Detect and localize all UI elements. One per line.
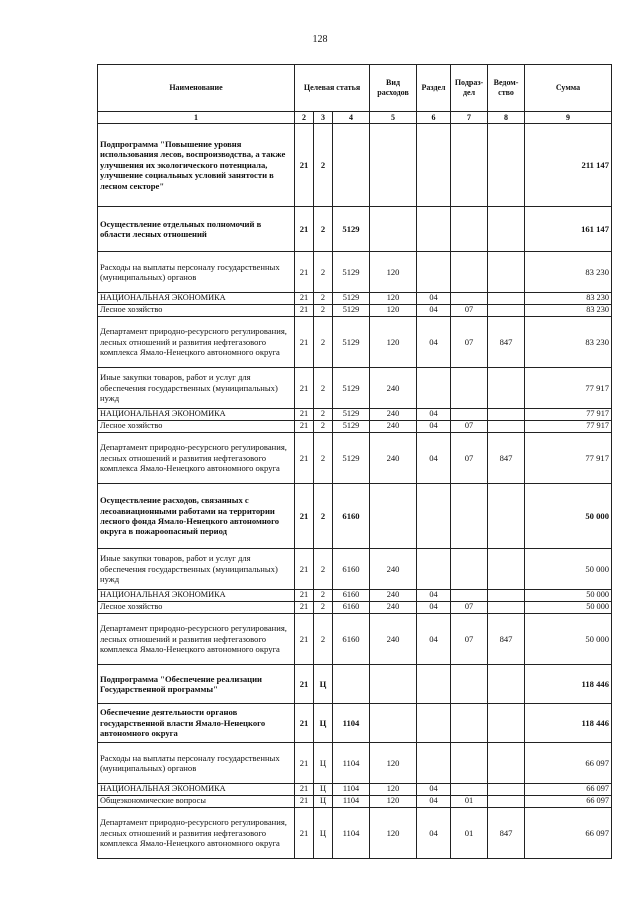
table-row — [98, 293, 612, 305]
target-subprogram: Ц — [314, 704, 333, 743]
target-program: 21 — [295, 124, 314, 207]
target-program: 21 — [295, 484, 314, 549]
budget-table — [97, 64, 612, 859]
row-name: НАЦИОНАЛЬНАЯ ЭКОНОМИКА — [98, 784, 295, 796]
target-subprogram: 2 — [314, 317, 333, 368]
target-subprogram: 2 — [314, 409, 333, 421]
target-program: 21 — [295, 614, 314, 665]
target-subprogram: 2 — [314, 614, 333, 665]
target-program: 21 — [295, 808, 314, 859]
expense-type: 240 — [370, 614, 417, 665]
target-program: 21 — [295, 409, 314, 421]
section: 04 — [417, 602, 451, 614]
section — [417, 549, 451, 590]
subsection — [451, 252, 488, 293]
table-row — [98, 252, 612, 293]
column-number: 3 — [314, 112, 333, 124]
amount: 50 000 — [525, 484, 612, 549]
target-subprogram: 2 — [314, 252, 333, 293]
target-code: 5129 — [333, 207, 370, 252]
column-number: 2 — [295, 112, 314, 124]
amount: 50 000 — [525, 602, 612, 614]
target-subprogram: Ц — [314, 784, 333, 796]
target-program: 21 — [295, 704, 314, 743]
column-number: 6 — [417, 112, 451, 124]
section: 04 — [417, 317, 451, 368]
section: 04 — [417, 293, 451, 305]
target-code: 6160 — [333, 549, 370, 590]
row-name: Иные закупки товаров, работ и услуг для обеспечения государственных (муниципальных) нужд — [98, 368, 295, 409]
section: 04 — [417, 409, 451, 421]
target-subprogram: 2 — [314, 433, 333, 484]
expense-type: 240 — [370, 433, 417, 484]
table-row — [98, 409, 612, 421]
expense-type: 240 — [370, 421, 417, 433]
subsection — [451, 207, 488, 252]
subsection: 01 — [451, 808, 488, 859]
target-subprogram: 2 — [314, 368, 333, 409]
expense-type: 240 — [370, 368, 417, 409]
page-number: 128 — [312, 34, 328, 45]
row-name: Департамент природно-ресурсного регулирования, лесных отношений и развития нефтегазового комплекса Ямало-Ненецкого автономного округа — [98, 317, 295, 368]
target-program: 21 — [295, 433, 314, 484]
section: 04 — [417, 796, 451, 808]
table-row — [98, 743, 612, 784]
header-expense-type: Вид расходов — [370, 65, 417, 112]
target-subprogram: 2 — [314, 590, 333, 602]
row-name: Осуществление отдельных полномочий в области лесных отношений — [98, 207, 295, 252]
target-code: 6160 — [333, 484, 370, 549]
section: 04 — [417, 590, 451, 602]
target-program: 21 — [295, 305, 314, 317]
row-name: Иные закупки товаров, работ и услуг для обеспечения государственных (муниципальных) нужд — [98, 549, 295, 590]
amount: 66 097 — [525, 743, 612, 784]
table-row — [98, 549, 612, 590]
table-row — [98, 704, 612, 743]
row-name: Лесное хозяйство — [98, 421, 295, 433]
section: 04 — [417, 421, 451, 433]
amount: 83 230 — [525, 305, 612, 317]
row-name: Обеспечение деятельности органов государственной власти Ямало-Ненецкого автономного округа — [98, 704, 295, 743]
expense-type: 120 — [370, 252, 417, 293]
table-row — [98, 124, 612, 207]
target-code: 5129 — [333, 433, 370, 484]
target-subprogram: 2 — [314, 305, 333, 317]
target-code: 1104 — [333, 808, 370, 859]
target-program: 21 — [295, 796, 314, 808]
amount: 83 230 — [525, 252, 612, 293]
target-program: 21 — [295, 421, 314, 433]
section: 04 — [417, 433, 451, 484]
amount: 66 097 — [525, 796, 612, 808]
header-amount: Сумма — [525, 65, 612, 112]
amount: 77 917 — [525, 409, 612, 421]
department — [488, 368, 525, 409]
section: 04 — [417, 614, 451, 665]
target-program: 21 — [295, 784, 314, 796]
subsection: 01 — [451, 796, 488, 808]
subsection — [451, 409, 488, 421]
target-program: 21 — [295, 207, 314, 252]
table-row — [98, 590, 612, 602]
column-number: 5 — [370, 112, 417, 124]
row-name: Департамент природно-ресурсного регулирования, лесных отношений и развития нефтегазового комплекса Ямало-Ненецкого автономного округа — [98, 808, 295, 859]
header-subsection: Подраз-дел — [451, 65, 488, 112]
department — [488, 796, 525, 808]
subsection: 07 — [451, 614, 488, 665]
row-name: НАЦИОНАЛЬНАЯ ЭКОНОМИКА — [98, 409, 295, 421]
expense-type — [370, 665, 417, 704]
amount: 161 147 — [525, 207, 612, 252]
table-row — [98, 317, 612, 368]
department — [488, 293, 525, 305]
table-row — [98, 433, 612, 484]
expense-type: 120 — [370, 743, 417, 784]
department — [488, 305, 525, 317]
section — [417, 484, 451, 549]
department — [488, 252, 525, 293]
target-program: 21 — [295, 743, 314, 784]
expense-type: 120 — [370, 293, 417, 305]
expense-type — [370, 124, 417, 207]
department — [488, 784, 525, 796]
target-code: 1104 — [333, 784, 370, 796]
subsection — [451, 368, 488, 409]
target-code: 5129 — [333, 368, 370, 409]
department: 847 — [488, 614, 525, 665]
subsection — [451, 293, 488, 305]
header-section: Раздел — [417, 65, 451, 112]
subsection — [451, 484, 488, 549]
target-subprogram: 2 — [314, 293, 333, 305]
expense-type — [370, 207, 417, 252]
column-number: 9 — [525, 112, 612, 124]
target-code: 6160 — [333, 590, 370, 602]
table-row — [98, 305, 612, 317]
row-name: Общеэкономические вопросы — [98, 796, 295, 808]
row-name: Расходы на выплаты персоналу государственных (муниципальных) органов — [98, 252, 295, 293]
subsection: 07 — [451, 317, 488, 368]
section: 04 — [417, 808, 451, 859]
target-code: 1104 — [333, 743, 370, 784]
amount: 118 446 — [525, 704, 612, 743]
subsection: 07 — [451, 421, 488, 433]
row-name: Департамент природно-ресурсного регулирования, лесных отношений и развития нефтегазового комплекса Ямало-Ненецкого автономного округа — [98, 614, 295, 665]
subsection: 07 — [451, 433, 488, 484]
row-name: Лесное хозяйство — [98, 305, 295, 317]
target-code: 5129 — [333, 317, 370, 368]
column-number: 7 — [451, 112, 488, 124]
expense-type: 120 — [370, 808, 417, 859]
department — [488, 549, 525, 590]
target-subprogram: 2 — [314, 207, 333, 252]
expense-type: 240 — [370, 549, 417, 590]
amount: 77 917 — [525, 433, 612, 484]
department — [488, 590, 525, 602]
target-program: 21 — [295, 252, 314, 293]
header-department: Ведом-ство — [488, 65, 525, 112]
target-subprogram: 2 — [314, 124, 333, 207]
target-code — [333, 124, 370, 207]
amount: 50 000 — [525, 549, 612, 590]
department — [488, 665, 525, 704]
section: 04 — [417, 784, 451, 796]
subsection — [451, 784, 488, 796]
target-subprogram: Ц — [314, 808, 333, 859]
target-code: 5129 — [333, 293, 370, 305]
header-name: Наименование — [98, 65, 295, 112]
header-row — [98, 65, 612, 112]
target-subprogram: 2 — [314, 421, 333, 433]
section — [417, 252, 451, 293]
department: 847 — [488, 433, 525, 484]
column-number-row — [98, 112, 612, 124]
expense-type: 240 — [370, 409, 417, 421]
target-program: 21 — [295, 665, 314, 704]
target-code: 1104 — [333, 704, 370, 743]
row-name: Осуществление расходов, связанных с лесоавиационными работами на территории лесного фонда Ямало-Ненецкого автономного округа в пожароопасный период — [98, 484, 295, 549]
target-subprogram: Ц — [314, 743, 333, 784]
target-code: 6160 — [333, 602, 370, 614]
row-name: Подпрограмма "Обеспечение реализации Государственной программы" — [98, 665, 295, 704]
subsection — [451, 549, 488, 590]
table-row — [98, 207, 612, 252]
amount: 50 000 — [525, 614, 612, 665]
expense-type: 240 — [370, 590, 417, 602]
target-program: 21 — [295, 590, 314, 602]
section — [417, 124, 451, 207]
department — [488, 207, 525, 252]
department — [488, 743, 525, 784]
table-row — [98, 421, 612, 433]
row-name: НАЦИОНАЛЬНАЯ ЭКОНОМИКА — [98, 293, 295, 305]
target-subprogram: 2 — [314, 484, 333, 549]
column-number: 4 — [333, 112, 370, 124]
target-subprogram: Ц — [314, 665, 333, 704]
section — [417, 665, 451, 704]
row-name: Департамент природно-ресурсного регулирования, лесных отношений и развития нефтегазового комплекса Ямало-Ненецкого автономного округа — [98, 433, 295, 484]
table-row — [98, 368, 612, 409]
table-row — [98, 602, 612, 614]
target-program: 21 — [295, 293, 314, 305]
table-row — [98, 784, 612, 796]
section — [417, 207, 451, 252]
subsection — [451, 743, 488, 784]
subsection: 07 — [451, 602, 488, 614]
department — [488, 421, 525, 433]
target-code: 5129 — [333, 252, 370, 293]
expense-type — [370, 704, 417, 743]
amount: 66 097 — [525, 808, 612, 859]
amount: 77 917 — [525, 368, 612, 409]
subsection — [451, 665, 488, 704]
row-name: Расходы на выплаты персоналу государственных (муниципальных) органов — [98, 743, 295, 784]
section — [417, 368, 451, 409]
department — [488, 704, 525, 743]
row-name: Лесное хозяйство — [98, 602, 295, 614]
expense-type: 120 — [370, 317, 417, 368]
expense-type: 240 — [370, 602, 417, 614]
table-row — [98, 796, 612, 808]
target-code: 1104 — [333, 796, 370, 808]
target-program: 21 — [295, 317, 314, 368]
target-subprogram: Ц — [314, 796, 333, 808]
department — [488, 124, 525, 207]
expense-type: 120 — [370, 784, 417, 796]
expense-type: 120 — [370, 305, 417, 317]
department — [488, 484, 525, 549]
department — [488, 602, 525, 614]
target-code: 5129 — [333, 409, 370, 421]
target-subprogram: 2 — [314, 602, 333, 614]
target-code: 6160 — [333, 614, 370, 665]
amount: 77 917 — [525, 421, 612, 433]
subsection — [451, 590, 488, 602]
amount: 50 000 — [525, 590, 612, 602]
subsection — [451, 704, 488, 743]
table-body — [98, 124, 612, 859]
column-number: 8 — [488, 112, 525, 124]
target-code: 5129 — [333, 421, 370, 433]
table-row — [98, 614, 612, 665]
subsection — [451, 124, 488, 207]
target-code: 5129 — [333, 305, 370, 317]
department: 847 — [488, 808, 525, 859]
target-code — [333, 665, 370, 704]
column-number: 1 — [98, 112, 295, 124]
section — [417, 704, 451, 743]
target-program: 21 — [295, 602, 314, 614]
target-subprogram: 2 — [314, 549, 333, 590]
table-row — [98, 665, 612, 704]
row-name: НАЦИОНАЛЬНАЯ ЭКОНОМИКА — [98, 590, 295, 602]
header-target: Целевая статья — [295, 65, 370, 112]
expense-type: 120 — [370, 796, 417, 808]
table-row — [98, 484, 612, 549]
department — [488, 409, 525, 421]
section — [417, 743, 451, 784]
amount: 211 147 — [525, 124, 612, 207]
amount: 83 230 — [525, 293, 612, 305]
target-program: 21 — [295, 368, 314, 409]
expense-type — [370, 484, 417, 549]
amount: 118 446 — [525, 665, 612, 704]
target-program: 21 — [295, 549, 314, 590]
amount: 66 097 — [525, 784, 612, 796]
row-name: Подпрограмма "Повышение уровня использования лесов, воспроизводства, а также улучшения их экологического потенциала, улучшение социальных условий занятости в лесном секторе" — [98, 124, 295, 207]
amount: 83 230 — [525, 317, 612, 368]
section: 04 — [417, 305, 451, 317]
department: 847 — [488, 317, 525, 368]
subsection: 07 — [451, 305, 488, 317]
table-row — [98, 808, 612, 859]
